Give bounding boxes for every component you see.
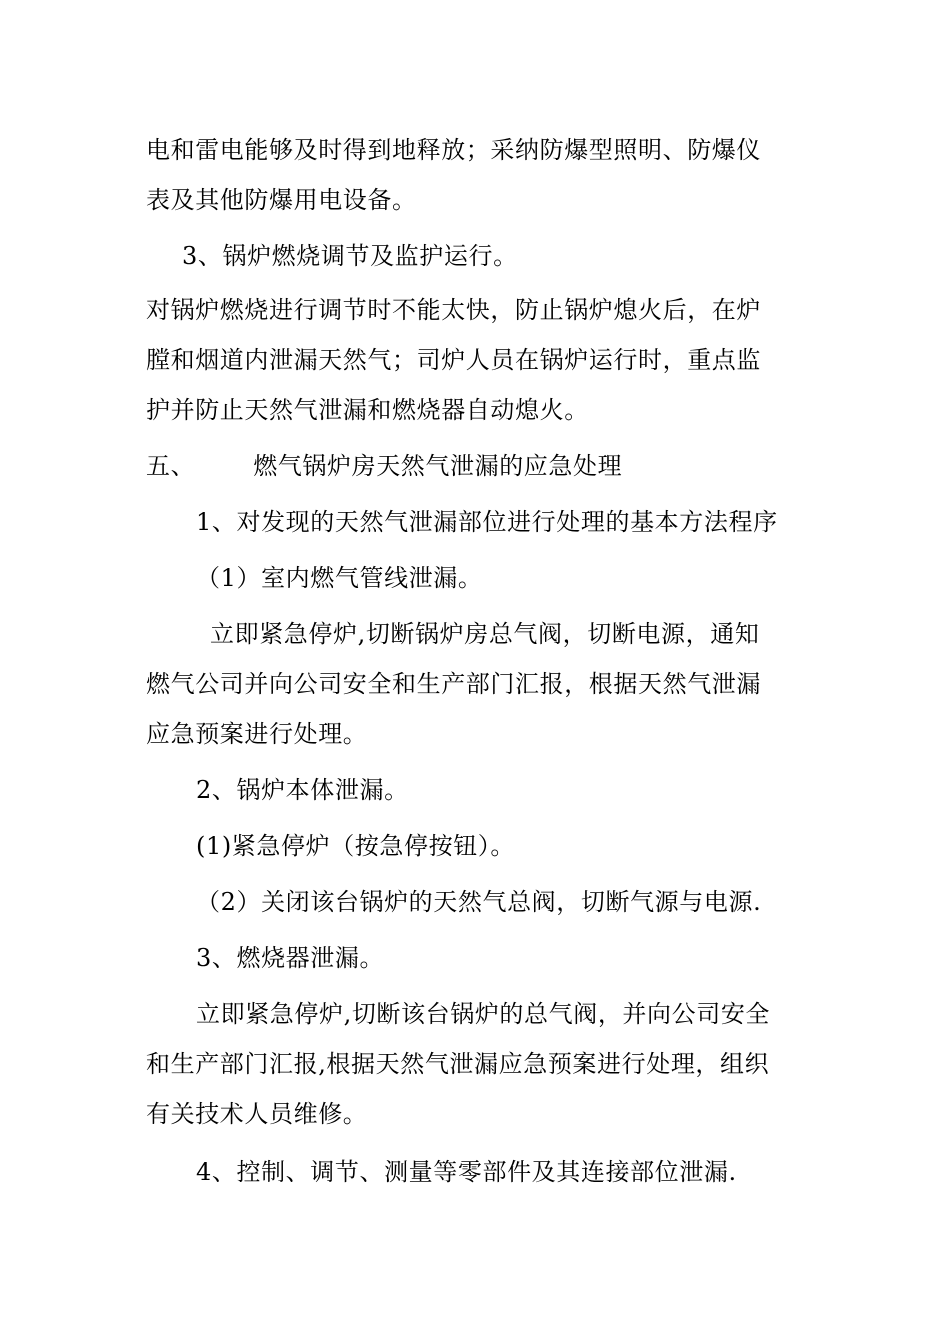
item-line: (1)紧急停炉（按急停按钮）。 [196, 832, 515, 860]
section-number: 五、 [146, 452, 196, 480]
subsection-heading: 3、燃烧器泄漏。 [196, 944, 385, 972]
paragraph-line: 对锅炉燃烧进行调节时不能太快，防止锅炉熄火后，在炉 [146, 296, 761, 324]
paragraph-line: 表及其他防爆用电设备。 [146, 186, 417, 214]
paragraph-line: 电和雷电能够及时得到地释放；采纳防爆型照明、防爆仪 [146, 136, 761, 164]
paragraph-line: 和生产部门汇报,根据天然气泄漏应急预案进行处理，组织 [146, 1050, 770, 1078]
paragraph-line: 护并防止天然气泄漏和燃烧器自动熄火。 [146, 396, 589, 424]
subsection-heading: 1、对发现的天然气泄漏部位进行处理的基本方法程序 [196, 508, 778, 536]
section-title: 燃气锅炉房天然气泄漏的应急处理 [253, 452, 623, 480]
item-line: （2）关闭该台锅炉的天然气总阀，切断气源与电源. [196, 888, 762, 916]
paragraph-line: 有关技术人员维修。 [146, 1100, 368, 1128]
subsection-heading: 4、控制、调节、测量等零部件及其连接部位泄漏. [196, 1158, 737, 1186]
item-heading: （1）室内燃气管线泄漏。 [196, 564, 483, 592]
paragraph-line: 应急预案进行处理。 [146, 720, 368, 748]
section-heading [146, 450, 622, 482]
subsection-heading: 3、锅炉燃烧调节及监护运行。 [182, 242, 518, 270]
paragraph-line: 立即紧急停炉,切断锅炉房总气阀，切断电源，通知 [210, 620, 760, 648]
paragraph-line: 燃气公司并向公司安全和生产部门汇报，根据天然气泄漏 [146, 670, 761, 698]
subsection-heading: 2、锅炉本体泄漏。 [196, 776, 409, 804]
paragraph-line: 立即紧急停炉,切断该台锅炉的总气阀，并向公司安全 [196, 1000, 771, 1028]
paragraph-line: 膛和烟道内泄漏天然气；司炉人员在锅炉运行时，重点监 [146, 346, 761, 374]
